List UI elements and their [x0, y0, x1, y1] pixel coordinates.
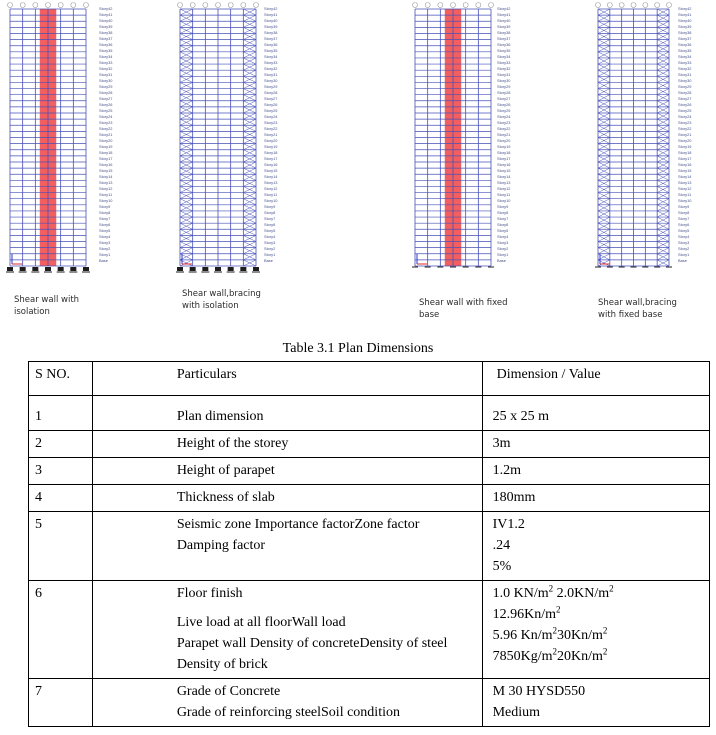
story-labels: [99, 6, 112, 264]
grid-bubble: [216, 3, 221, 8]
story-label: Story18: [497, 150, 511, 155]
isolator-support: [228, 267, 234, 271]
story-label: Story30: [99, 78, 113, 83]
story-label: Story34: [678, 54, 692, 59]
cell-particulars: [92, 679, 482, 727]
table-row: [29, 396, 710, 431]
value-line: IV1.2: [492, 517, 525, 532]
grid-bubble: [489, 3, 494, 8]
story-label: Story20: [497, 138, 511, 143]
story-label: Story8: [264, 210, 276, 215]
story-label: Story22: [99, 126, 113, 131]
frame-elevation: [0, 0, 100, 280]
plan-dimensions-table: [28, 361, 710, 727]
story-label: Story39: [99, 24, 113, 29]
story-label: Story34: [497, 54, 511, 59]
story-label: Story26: [99, 102, 113, 107]
story-label: Story6: [99, 222, 111, 227]
isolator-support: [215, 267, 221, 271]
particulars-line: Grade of Concrete: [176, 684, 281, 699]
story-label: Story32: [99, 66, 113, 71]
value-line: $12.96Kn/m^2$: [492, 604, 561, 622]
story-label: Story11: [264, 192, 278, 197]
cell-sno: 1: [29, 396, 93, 431]
story-label: Story2: [678, 246, 690, 251]
story-label: Story6: [678, 222, 690, 227]
story-label: Story3: [497, 240, 509, 245]
story-label: Story25: [264, 108, 278, 113]
story-label: Story27: [264, 96, 278, 101]
grid-bubble: [241, 3, 246, 8]
figure-shear-wall-bracing-fixed-base: [588, 0, 716, 330]
value-line: 1.0 $KN/m^2$ $2.0KN/m^2$: [492, 583, 614, 601]
story-label: Story30: [678, 78, 692, 83]
value-line: 1.2m: [492, 463, 521, 478]
story-label: Story33: [497, 60, 511, 65]
table-header-row: [29, 362, 710, 396]
isolator-support: [240, 267, 246, 271]
story-label: Story24: [678, 114, 692, 119]
story-label: Story17: [99, 156, 113, 161]
story-label: Story16: [99, 162, 113, 167]
grid-bubble: [58, 3, 63, 8]
story-label: Story36: [497, 42, 511, 47]
story-label: Story27: [99, 96, 113, 101]
story-label: Story11: [99, 192, 113, 197]
story-label: Story19: [264, 144, 278, 149]
story-label: Story10: [497, 198, 511, 203]
figure-caption: Shear wall,bracing with isolation: [182, 289, 261, 311]
story-label: Story16: [264, 162, 278, 167]
story-label: Story9: [99, 204, 111, 209]
particulars-line: Plan dimension: [176, 409, 264, 424]
grid-bubble: [463, 3, 468, 8]
story-labels: [678, 6, 691, 264]
grid-bubble: [655, 3, 660, 8]
grid-bubble: [451, 3, 456, 8]
figure-caption: Shear wall with isolation: [14, 295, 80, 317]
grid-bubble: [254, 3, 259, 8]
grid-bubble: [71, 3, 76, 8]
frame-elevation: [588, 0, 683, 285]
story-label: Story9: [497, 204, 509, 209]
story-label: Story40: [264, 18, 278, 23]
story-label: Story37: [678, 36, 692, 41]
story-label: Story30: [497, 78, 511, 83]
cell-value: [482, 512, 709, 581]
cell-value: [482, 396, 709, 431]
story-label: Story13: [264, 180, 278, 185]
story-label: Story35: [264, 48, 278, 53]
story-labels: [497, 6, 510, 264]
cell-sno: 6: [29, 581, 93, 679]
particulars-line: Parapet wall Density of concreteDensity of steel: [176, 636, 448, 651]
story-label: Story31: [264, 72, 278, 77]
particulars-line: Damping factor: [176, 538, 266, 553]
story-label: Base: [497, 258, 506, 263]
story-label: Story40: [678, 18, 692, 23]
figure-caption: Shear wall with fixed base: [419, 298, 508, 320]
story-label: Story18: [678, 150, 692, 155]
figure-shear-wall-isolation: [0, 0, 150, 330]
story-label: Story20: [678, 138, 692, 143]
cell-particulars: [92, 396, 482, 431]
story-label: Story13: [497, 180, 511, 185]
table-row: [29, 458, 710, 485]
story-label: Story14: [264, 174, 278, 179]
story-label: Story19: [99, 144, 113, 149]
story-label: Story42: [497, 6, 511, 11]
story-label: Story11: [678, 192, 692, 197]
story-label: Story33: [99, 60, 113, 65]
particulars-line: [177, 604, 476, 612]
grid-bubble: [667, 3, 672, 8]
particulars-line: Height of the storey: [176, 436, 289, 451]
story-label: Story15: [497, 168, 511, 173]
story-label: Story1: [264, 252, 276, 257]
story-label: Story22: [497, 126, 511, 131]
story-label: Story10: [264, 198, 278, 203]
cell-value: [482, 679, 709, 727]
frame-elevation: [170, 0, 270, 280]
story-label: Story20: [264, 138, 278, 143]
story-label: Story42: [264, 6, 278, 11]
story-label: Story36: [264, 42, 278, 47]
frame-elevation: [405, 0, 505, 285]
particulars-line: Live load at all floorWall load: [176, 615, 346, 630]
story-label: Story19: [497, 144, 511, 149]
story-label: Story1: [678, 252, 690, 257]
cell-particulars: [92, 458, 482, 485]
story-label: Story12: [678, 186, 692, 191]
story-label: Story13: [678, 180, 692, 185]
value-line: 3m: [492, 436, 511, 451]
isolator-support: [83, 267, 89, 271]
grid-bubble: [46, 3, 51, 8]
story-label: Story9: [678, 204, 690, 209]
grid-bubble: [203, 3, 208, 8]
story-label: Story15: [264, 168, 278, 173]
story-label: Story15: [678, 168, 692, 173]
cell-sno: 4: [29, 485, 93, 512]
story-label: Story21: [264, 132, 278, 137]
story-label: Story36: [678, 42, 692, 47]
grid-bubble: [84, 3, 89, 8]
story-label: Story1: [99, 252, 111, 257]
story-label: Story21: [497, 132, 511, 137]
grid-bubble: [619, 3, 624, 8]
isolator-support: [253, 267, 259, 271]
isolator-support: [177, 267, 183, 271]
particulars-line: Floor finish: [176, 586, 243, 601]
story-label: Story10: [678, 198, 692, 203]
story-label: Story26: [678, 102, 692, 107]
story-label: Story20: [99, 138, 113, 143]
cell-particulars: [92, 512, 482, 581]
story-label: Story39: [678, 24, 692, 29]
story-label: Story32: [264, 66, 278, 71]
story-label: Story7: [264, 216, 276, 221]
story-label: Story5: [497, 228, 509, 233]
story-label: Story4: [264, 234, 276, 239]
story-label: Story12: [99, 186, 113, 191]
value-line: 180mm: [492, 490, 536, 505]
story-label: Story4: [497, 234, 509, 239]
story-label: Story6: [264, 222, 276, 227]
story-label: Story25: [678, 108, 692, 113]
grid-bubble: [413, 3, 418, 8]
cell-sno: 3: [29, 458, 93, 485]
isolator-support: [45, 267, 51, 271]
story-label: Story33: [678, 60, 692, 65]
value-line: M 30 HYSD550: [492, 684, 586, 699]
story-label: Story9: [264, 204, 276, 209]
table-row: [29, 485, 710, 512]
grid-bubble: [8, 3, 13, 8]
isolator-support: [7, 267, 13, 271]
story-label: Story28: [99, 90, 113, 95]
story-label: Story11: [497, 192, 511, 197]
story-label: Story27: [678, 96, 692, 101]
story-label: Story31: [497, 72, 511, 77]
value-line: 25 x 25 m: [492, 409, 549, 424]
header-sno: S NO.: [29, 362, 93, 396]
story-label: Story30: [264, 78, 278, 83]
story-label: Story2: [99, 246, 111, 251]
isolator-support: [70, 267, 76, 271]
value-line: $7850Kg/m^220Kn/m^2$: [492, 646, 608, 664]
story-label: Base: [264, 258, 273, 263]
table-row: [29, 512, 710, 581]
particulars-line: Density of brick: [176, 657, 268, 672]
cell-value: [482, 485, 709, 512]
story-label: Story15: [99, 168, 113, 173]
story-label: Story34: [264, 54, 278, 59]
cell-particulars: [92, 431, 482, 458]
story-label: Story12: [497, 186, 511, 191]
story-label: Story32: [678, 66, 692, 71]
story-label: Story16: [678, 162, 692, 167]
story-label: Story29: [99, 84, 113, 89]
story-labels: [264, 6, 277, 264]
story-label: Story42: [678, 6, 692, 11]
story-label: Story28: [264, 90, 278, 95]
grid-bubble: [20, 3, 25, 8]
story-label: Story5: [678, 228, 690, 233]
story-label: Story6: [497, 222, 509, 227]
story-label: Base: [678, 258, 687, 263]
particulars-line: Seismic zone Importance factorZone factor: [176, 517, 420, 532]
value-line: .24: [492, 538, 511, 553]
story-label: Story24: [497, 114, 511, 119]
story-label: Story26: [264, 102, 278, 107]
value-line: Medium: [492, 705, 541, 720]
cell-sno: 7: [29, 679, 93, 727]
particulars-line: Grade of reinforcing steelSoil condition: [176, 705, 400, 720]
story-label: Story2: [264, 246, 276, 251]
story-label: Story3: [678, 240, 690, 245]
story-label: Story25: [99, 108, 113, 113]
table-row: [29, 581, 710, 679]
story-label: Story25: [497, 108, 511, 113]
grid-bubble: [190, 3, 195, 8]
story-label: Story7: [99, 216, 111, 221]
cell-value: [482, 458, 709, 485]
isolator-support: [20, 267, 26, 271]
story-label: Story28: [678, 90, 692, 95]
story-label: Story16: [497, 162, 511, 167]
story-label: Story4: [99, 234, 111, 239]
table-row: [29, 679, 710, 727]
grid-bubble: [228, 3, 233, 8]
story-label: Story37: [264, 36, 278, 41]
story-label: Story1: [497, 252, 509, 257]
story-label: Story23: [99, 120, 113, 125]
isolator-support: [202, 267, 208, 271]
story-label: Story12: [264, 186, 278, 191]
story-label: Story42: [99, 6, 113, 11]
story-label: Story17: [678, 156, 692, 161]
story-label: Story21: [678, 132, 692, 137]
story-label: Story8: [497, 210, 509, 215]
cell-sno: 2: [29, 431, 93, 458]
story-label: Story33: [264, 60, 278, 65]
cell-value: [482, 431, 709, 458]
story-label: Story23: [264, 120, 278, 125]
story-label: Story40: [497, 18, 511, 23]
figure-caption: Shear wall,bracing with fixed base: [598, 298, 677, 320]
story-label: Story35: [99, 48, 113, 53]
story-label: Story27: [497, 96, 511, 101]
grid-bubble: [425, 3, 430, 8]
story-label: Story35: [678, 48, 692, 53]
story-label: Story36: [99, 42, 113, 47]
grid-bubble: [596, 3, 601, 8]
story-label: Story34: [99, 54, 113, 59]
story-label: Story14: [497, 174, 511, 179]
grid-bubble: [643, 3, 648, 8]
value-line: 5%: [492, 559, 512, 574]
header-dimension: Dimension / Value: [482, 362, 709, 396]
story-label: Story14: [99, 174, 113, 179]
story-label: Story26: [497, 102, 511, 107]
story-label: Story10: [99, 198, 113, 203]
particulars-line: Height of parapet: [176, 463, 275, 478]
table-row: [29, 431, 710, 458]
story-label: Story29: [678, 84, 692, 89]
cell-value: [482, 581, 709, 679]
story-label: Story32: [497, 66, 511, 71]
story-label: Story23: [678, 120, 692, 125]
cell-particulars: [92, 485, 482, 512]
story-label: Story23: [497, 120, 511, 125]
story-label: Story24: [264, 114, 278, 119]
story-label: Story39: [497, 24, 511, 29]
story-label: Story18: [99, 150, 113, 155]
cell-particulars: [92, 581, 482, 679]
story-label: Story19: [678, 144, 692, 149]
story-label: Story38: [497, 30, 511, 35]
story-label: Story22: [264, 126, 278, 131]
isolator-support: [32, 267, 38, 271]
story-label: Story28: [497, 90, 511, 95]
story-label: Story41: [264, 12, 278, 17]
grid-bubble: [631, 3, 636, 8]
story-label: Story31: [99, 72, 113, 77]
figure-shear-wall-fixed-base: [405, 0, 555, 330]
table-title: Table 3.1 Plan Dimensions: [282, 341, 434, 356]
particulars-line: Thickness of slab: [176, 490, 275, 505]
story-label: Story2: [497, 246, 509, 251]
grid-bubble: [476, 3, 481, 8]
story-label: Story17: [264, 156, 278, 161]
story-label: Story40: [99, 18, 113, 23]
story-label: Story37: [99, 36, 113, 41]
story-label: Story38: [99, 30, 113, 35]
story-label: Story13: [99, 180, 113, 185]
isolator-support: [58, 267, 64, 271]
grid-bubble: [438, 3, 443, 8]
story-label: Story4: [678, 234, 690, 239]
story-label: Story18: [264, 150, 278, 155]
story-label: Story8: [99, 210, 111, 215]
story-label: Story22: [678, 126, 692, 131]
story-label: Base: [99, 258, 108, 263]
story-label: Story21: [99, 132, 113, 137]
story-label: Story7: [497, 216, 509, 221]
story-label: Story35: [497, 48, 511, 53]
story-label: Story31: [678, 72, 692, 77]
isolator-support: [190, 267, 196, 271]
grid-bubble: [33, 3, 38, 8]
story-label: Story5: [264, 228, 276, 233]
story-label: Story17: [497, 156, 511, 161]
story-label: Story38: [678, 30, 692, 35]
story-label: Story29: [497, 84, 511, 89]
story-label: Story41: [99, 12, 113, 17]
story-label: Story3: [99, 240, 111, 245]
story-label: Story14: [678, 174, 692, 179]
cell-sno: 5: [29, 512, 93, 581]
story-label: Story38: [264, 30, 278, 35]
story-label: Story41: [678, 12, 692, 17]
story-label: Story24: [99, 114, 113, 119]
story-label: Story37: [497, 36, 511, 41]
story-label: Story5: [99, 228, 111, 233]
story-label: Story8: [678, 210, 690, 215]
story-label: Story7: [678, 216, 690, 221]
value-line: 5.96 $Kn/m^230Kn/m^2$: [492, 625, 608, 643]
header-particulars: Particulars: [92, 362, 482, 396]
story-label: Story41: [497, 12, 511, 17]
grid-bubble: [607, 3, 612, 8]
story-label: Story39: [264, 24, 278, 29]
grid-bubble: [178, 3, 183, 8]
figure-shear-wall-bracing-isolation: [170, 0, 320, 330]
story-label: Story29: [264, 84, 278, 89]
story-label: Story3: [264, 240, 276, 245]
